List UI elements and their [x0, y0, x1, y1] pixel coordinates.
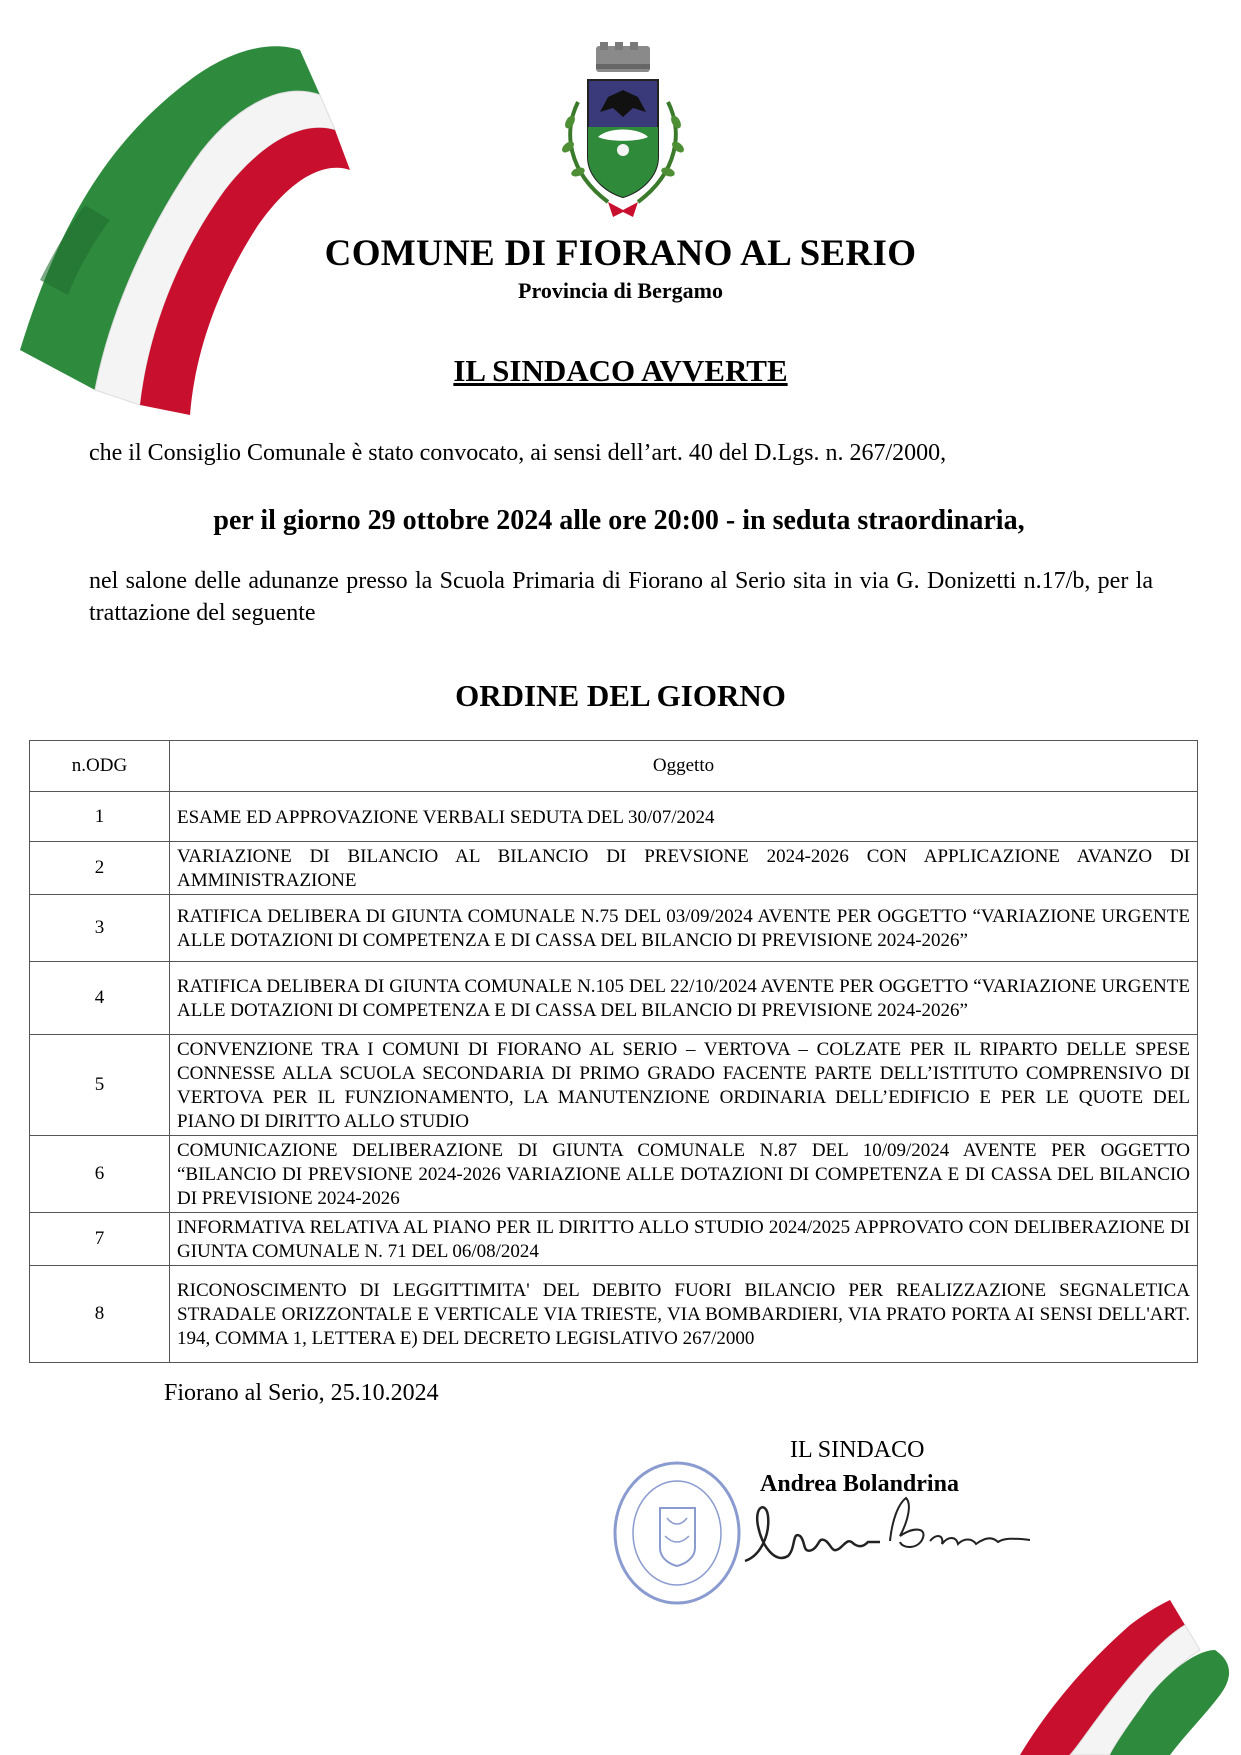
- notice-intro: che il Consiglio Comunale è stato convocato, ai sensi dell’art. 40 del D.Lgs. n. 267/2000,: [89, 440, 947, 466]
- agenda-item-number: 1: [30, 792, 170, 842]
- agenda-header-row: [30, 741, 1198, 792]
- italian-flag-ribbon-bottom: [1010, 1565, 1241, 1755]
- official-stamp: [605, 1448, 755, 1618]
- agenda-item-text: RATIFICA DELIBERA DI GIUNTA COMUNALE N.105 DEL 22/10/2024 AVENTE PER OGGETTO “VARIAZIONE URGENTE ALLE DOTAZIONI DI COMPETENZA E DI CASSA DEL BILANCIO DI PREVISIONE 2024-2026”: [170, 962, 1198, 1035]
- agenda-item-text: RATIFICA DELIBERA DI GIUNTA COMUNALE N.75 DEL 03/09/2024 AVENTE PER OGGETTO “VARIAZIONE URGENTE ALLE DOTAZIONI DI COMPETENZA E DI CASSA DEL BILANCIO DI PREVISIONE 2024-2026”: [170, 895, 1198, 962]
- agenda-item-text: ESAME ED APPROVAZIONE VERBALI SEDUTA DEL 30/07/2024: [170, 792, 1198, 842]
- agenda-item-number: 7: [30, 1213, 170, 1266]
- agenda-row: [30, 842, 1198, 895]
- agenda-item-number: 6: [30, 1136, 170, 1213]
- agenda-title: ORDINE DEL GIORNO: [455, 678, 786, 713]
- agenda-col-number: n.ODG: [30, 741, 170, 792]
- agenda-row: [30, 962, 1198, 1035]
- signer-name: Andrea Bolandrina: [760, 1471, 959, 1497]
- notice-heading: IL SINDACO AVVERTE: [453, 353, 788, 388]
- place-and-date: Fiorano al Serio, 25.10.2024: [164, 1380, 439, 1406]
- agenda-row: [30, 1136, 1198, 1213]
- agenda-row: [30, 792, 1198, 842]
- agenda-item-number: 2: [30, 842, 170, 895]
- agenda-row: [30, 1035, 1198, 1136]
- agenda-item-text: CONVENZIONE TRA I COMUNI DI FIORANO AL SERIO – VERTOVA – COLZATE PER IL RIPARTO DELLE SPESE CONNESSE ALLA SCUOLA SECONDARIA DI PRIMO GRADO FACENTE PARTE DELL’ISTITUTO COMPRENSIVO DI VERTOVA PER IL FUNZIONAMENTO, LA MANUTENZIONE ORDINARIA DELL’EDIFICIO E PER LE QUOTE DEL PIANO DI DIRITTO ALLO STUDIO: [170, 1035, 1198, 1136]
- agenda-row: [30, 1213, 1198, 1266]
- agenda-item-text: COMUNICAZIONE DELIBERAZIONE DI GIUNTA COMUNALE N.87 DEL 10/09/2024 AVENTE PER OGGETTO “BILANCIO DI PREVSIONE 2024-2026 VARIAZIONE ALLE DOTAZIONI DI COMPETENZA E DI CASSA DEL BILANCIO DI PREVISIONE 2024-2026: [170, 1136, 1198, 1213]
- agenda-row: [30, 1266, 1198, 1363]
- agenda-item-text: INFORMATIVA RELATIVA AL PIANO PER IL DIRITTO ALLO STUDIO 2024/2025 APPROVATO CON DELIBERAZIONE DI GIUNTA COMUNALE N. 71 DEL 06/08/2024: [170, 1213, 1198, 1266]
- meeting-date-line: per il giorno 29 ottobre 2024 alle ore 20:00 - in seduta straordinaria,: [213, 505, 1025, 536]
- province-subtitle: Provincia di Bergamo: [518, 278, 723, 303]
- agenda-item-text: RICONOSCIMENTO DI LEGGITTIMITA' DEL DEBITO FUORI BILANCIO PER REALIZZAZIONE SEGNALETICA STRADALE ORIZZONTALE E VERTICALE VIA TRIESTE, VIA BOMBARDIERI, VIA PRATO PORTA AI SENSI DELL'ART. 194, COMMA 1, LETTERA E) DEL DECRETO LEGISLATIVO 267/2000: [170, 1266, 1198, 1363]
- agenda-table: [29, 740, 1198, 1363]
- agenda-col-subject: Oggetto: [170, 741, 1198, 792]
- agenda-item-text: VARIAZIONE DI BILANCIO AL BILANCIO DI PREVSIONE 2024-2026 CON APPLICAZIONE AVANZO DI AMMINISTRAZIONE: [170, 842, 1198, 895]
- handwritten-signature: [740, 1486, 1040, 1576]
- agenda-item-number: 4: [30, 962, 170, 1035]
- signer-title: IL SINDACO: [790, 1437, 925, 1463]
- municipality-title: COMUNE DI FIORANO AL SERIO: [324, 233, 917, 274]
- agenda-row: [30, 895, 1198, 962]
- meeting-location: nel salone delle adunanze presso la Scuola Primaria di Fiorano al Serio sita in via G. Donizetti n.17/b, per la trattazione del seguente: [89, 568, 1153, 626]
- coat-of-arms-logo: [548, 42, 698, 222]
- agenda-item-number: 3: [30, 895, 170, 962]
- agenda-item-number: 5: [30, 1035, 170, 1136]
- agenda-item-number: 8: [30, 1266, 170, 1363]
